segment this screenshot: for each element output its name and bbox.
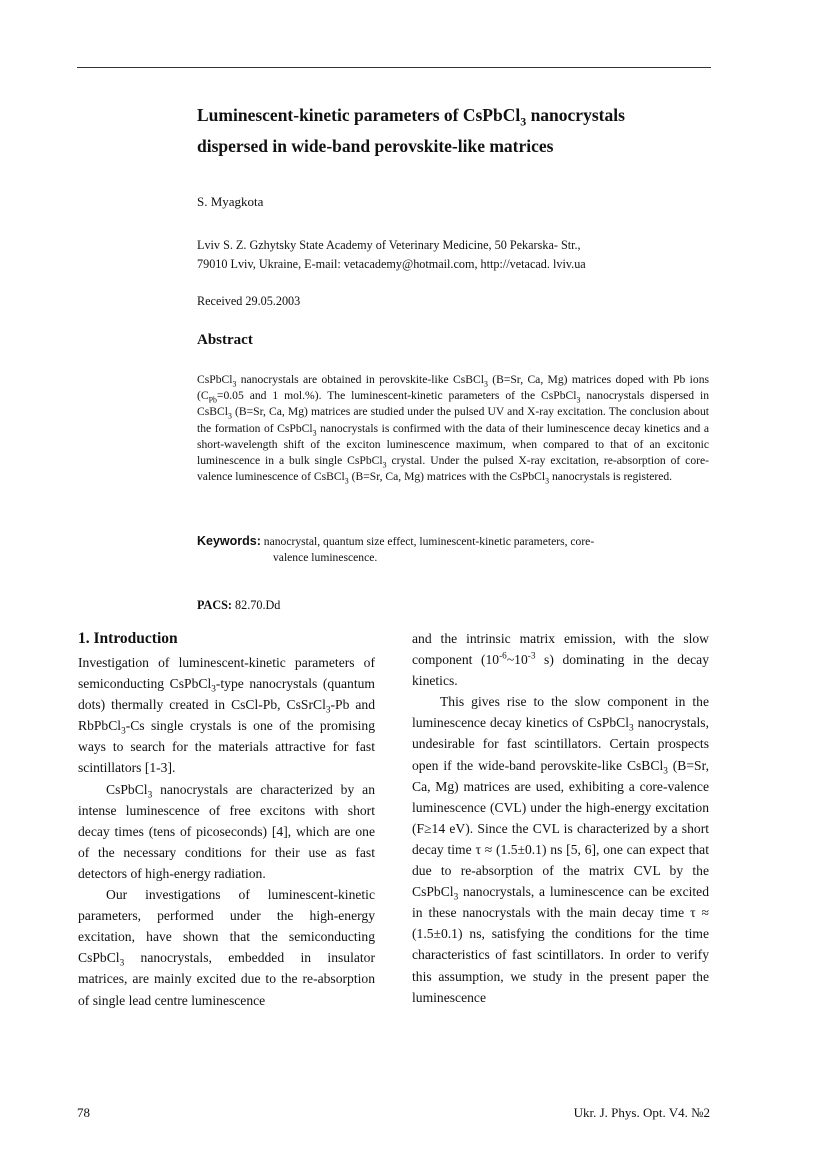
abstract-text: CsPbCl$_3$ nanocrystals are obtained in perovskite-like CsBCl$_3$ (B=Sr, Ca, Mg) matrices doped with Pb ions ($C_{Pb}=0.05$ and 1 mol.%). The luminescent-kinetic parameters of the CsPbCl$_3$ nanocrystals dispersed in CsBCl$_3$ (B=Sr, Ca, Mg) matrices are studied under the pulsed UV and X-ray excitation. The conclusion about the formation of CsPbCl$_3$ nanocrystals is confirmed with the data of their luminescence decay kinetics and a short-wavelength shift of the exciton luminescence maximum, when compared to that of an excitonic luminescence in a bulk single CsPbCl$_3$ crystal. Under the pulsed X-ray excitation, re-absorption of core-valence luminescence of CsBCl$_3$ (B=Sr, Ca, Mg) matrices with the CsPbCl$_3$ nanocrystals is registered. [197,373,710,486]
pacs: PACS: 82.70.Dd [197,598,281,612]
page-number: 78 [77,1105,90,1120]
affiliation: Lviv S. Z. Gzhytsky State Academy of Veterinary Medicine, 50 Pekarska- Str., 79010 Lviv, Ukraine, E-mail: vetacademy@hotmail.com, http://vetacad. lviv.ua [197,238,586,271]
paragraph: CsPbCl$_3$ nanocrystals are characterized by an intense luminescence of free excitons with short decay times (tens of picoseconds) [4], which are one of the necessary conditions for their use as fast detectors of high-energy radiation. [78,781,375,881]
section-heading: 1. Introduction [78,630,178,647]
header-rule [77,67,711,68]
journal-citation: Ukr. J. Phys. Opt. V4. №2 [573,1105,710,1120]
keywords: Keywords: nanocrystal, quantum size effect, luminescent-kinetic parameters, core- valence luminescence. [197,534,595,565]
paragraph: Investigation of luminescent-kinetic parameters of semiconducting CsPbCl$_3$-type nanocrystals (quantum dots) thermally created in CsCl-Pb, CsSrCl$_3$-Pb and RbPbCl$_3$-Cs single crystals is one of the promising ways to search for the materials attractive for fast scintillators [1-3]. [78,655,375,776]
paragraph: This gives rise to the slow component in the luminescence decay kinetics of CsPbCl$_3$ nanocrystals, undesirable for fast scintillators. Certain prospects open if the wide-band perovskite-like CsBCl$_3$ (B=Sr, Ca, Mg) matrices are used, exhibiting a core-valence luminescence (CVL) under the high-energy excitation (F≥14 eV). Since the CVL is characterized by a short decay time τ ≈ (1.5±0.1) ns [5, 6], one can expect that due to re-absorption of the matrix CVL by the CsPbCl$_3$ nanocrystals, a luminescence can be excited in these nanocrystals with the main decay time τ ≈ (1.5±0.1) ns, satisfying the conditions for the time characteristics of fast scintillators. In order to verify this assumption, we study in the present paper the luminescence [412,694,709,1005]
left-column [78,628,375,1011]
paper-title: Luminescent-kinetic parameters of CsPbCl$_3$ nanocrystals dispersed in wide-band perovskite-like matrices [197,105,625,156]
abstract-heading: Abstract [197,332,253,348]
keywords-label: Keywords: [197,534,261,548]
paragraph: Our investigations of luminescent-kinetic parameters, performed under the high-energy excitation, have shown that the semiconducting CsPbCl$_3$ nanocrystals, embedded in insulator matrices, are mainly excited due to the re-absorption of single lead centre luminescence [78,887,375,1008]
author: S. Myagkota [197,194,264,209]
right-column [412,628,709,1008]
received-date: Received 29.05.2003 [197,294,301,308]
paragraph: and the intrinsic matrix emission, with the slow component ($10^{-6}\sim 10^{-3}$ s) dominating in the decay kinetics. [412,631,709,689]
